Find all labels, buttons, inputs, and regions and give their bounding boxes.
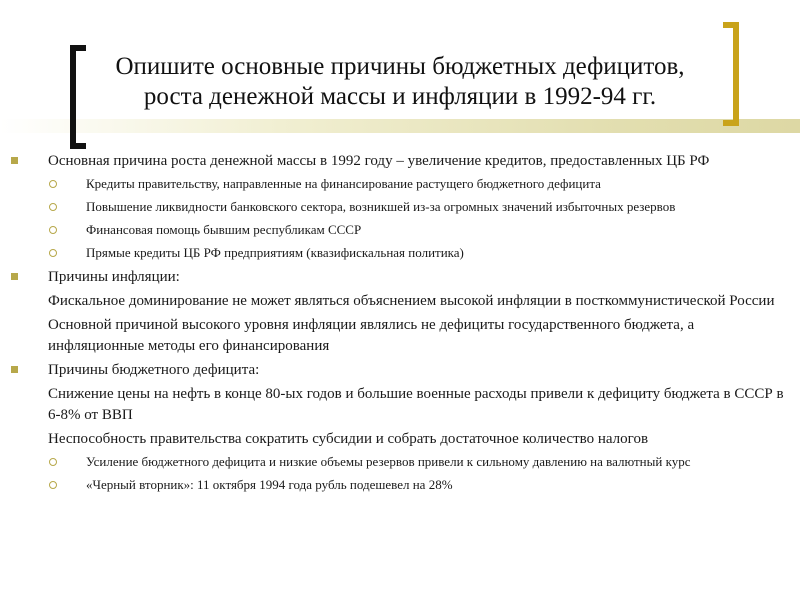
- item-text: Прямые кредиты ЦБ РФ предприятиям (квазифискальная политика): [86, 245, 464, 260]
- sub-list-item: [0, 198, 800, 215]
- item-text: Финансовая помощь бывшим республикам СССР: [86, 222, 362, 237]
- item-text: Причины бюджетного дефицита:: [48, 362, 260, 378]
- item-text: Причины инфляции:: [48, 269, 180, 285]
- list-item: [0, 384, 800, 426]
- item-text: Неспособность правительства сократить субсидии и собрать достаточное количество налогов: [48, 431, 649, 447]
- ring-bullet-icon: [49, 458, 57, 466]
- ring-bullet-icon: [49, 249, 57, 257]
- slide-body: [0, 151, 800, 499]
- item-text: Снижение цены на нефть в конце 80-ых годов и большие военные расходы привели к дефициту бюджета в СССР в 6-8% от ВВП: [48, 386, 784, 423]
- item-text: Усиление бюджетного дефицита и низкие объемы резервов привели к сильному давлению на валютный курс: [86, 454, 691, 469]
- left-bracket-decoration: [70, 45, 86, 149]
- title-band: [0, 119, 800, 133]
- list-item: [0, 267, 800, 288]
- title-line-2: роста денежной массы и инфляции в 1992-94 гг.: [143, 83, 657, 110]
- square-bullet-icon: [11, 366, 18, 373]
- item-text: Основная причина роста денежной массы в 1992 году – увеличение кредитов, предоставленных ЦБ РФ: [48, 153, 710, 169]
- slide-title: [90, 52, 710, 112]
- sub-list-item: [0, 221, 800, 238]
- item-text: Фискальное доминирование не может являться объяснением высокой инфляции в посткоммунистической России: [48, 293, 775, 309]
- ring-bullet-icon: [49, 226, 57, 234]
- ring-bullet-icon: [49, 180, 57, 188]
- sub-list-item: [0, 244, 800, 261]
- list-item: [0, 151, 800, 172]
- sub-list-item: [0, 453, 800, 470]
- list-item: [0, 360, 800, 381]
- square-bullet-icon: [11, 157, 18, 164]
- sub-list-item: [0, 175, 800, 192]
- item-text: Основной причиной высокого уровня инфляции являлись не дефициты государственного бюджета, а инфляционные методы его финансирования: [48, 317, 695, 354]
- list-item: [0, 315, 800, 357]
- list-item: [0, 429, 800, 450]
- title-line-1: Опишите основные причины бюджетных дефицитов,: [115, 53, 685, 80]
- sub-list-item: [0, 476, 800, 493]
- item-text: «Черный вторник»: 11 октября 1994 года рубль подешевел на 28%: [86, 477, 453, 492]
- ring-bullet-icon: [49, 203, 57, 211]
- right-bracket-decoration: [723, 22, 739, 126]
- ring-bullet-icon: [49, 481, 57, 489]
- list-item: [0, 291, 800, 312]
- item-text: Кредиты правительству, направленные на финансирование растущего бюджетного дефицита: [86, 176, 601, 191]
- item-text: Повышение ликвидности банковского сектора, возникшей из-за огромных значений избыточных резервов: [86, 199, 676, 214]
- square-bullet-icon: [11, 273, 18, 280]
